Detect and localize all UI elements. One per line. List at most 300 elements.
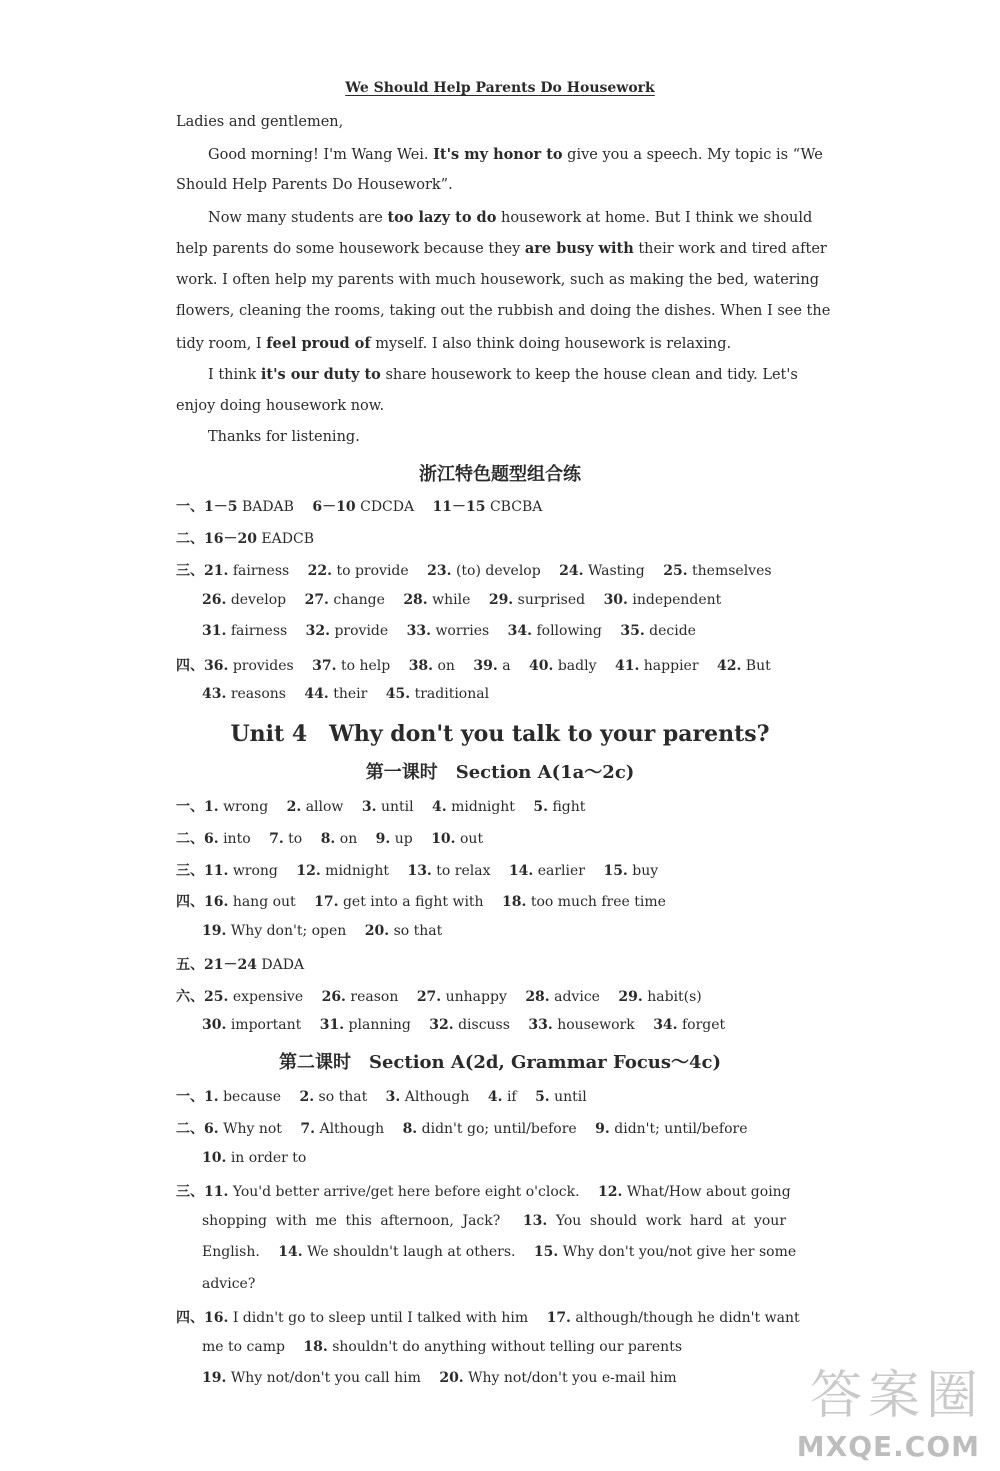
answer-text: allow [305, 799, 344, 815]
answer-row [176, 1118, 796, 1138]
question-number: 25. [663, 563, 688, 579]
answer-item [618, 989, 701, 1005]
answer-row [176, 860, 796, 880]
answer-text: I didn't go to sleep until I talked with him [232, 1310, 529, 1326]
answer-row [202, 1150, 822, 1166]
question-number: 32. [429, 1017, 454, 1033]
question-number: 27. [304, 592, 329, 608]
answer-text: buy [632, 863, 659, 879]
question-number: 2. [299, 1089, 315, 1105]
part-marker: 三、 [176, 1184, 204, 1200]
answer-text: worries [435, 623, 490, 639]
part-marker: 三、 [176, 563, 204, 579]
answer-row [176, 891, 796, 911]
answer-text: reasons [230, 686, 286, 702]
answer-item [204, 989, 303, 1005]
essay-line [176, 240, 827, 257]
answer-text: midnight [451, 799, 515, 815]
answer-text: EADCB [261, 531, 314, 547]
essay-line [208, 429, 776, 445]
answer-text: (to) develop [455, 563, 541, 579]
answer-item [320, 1017, 411, 1033]
answer-text: to provide [336, 563, 409, 579]
question-number: 26. [202, 592, 227, 608]
question-number: 13. [522, 1213, 548, 1229]
essay-text: I think [208, 367, 261, 383]
answer-text: until [554, 1089, 587, 1105]
answer-item [269, 831, 302, 847]
answer-item [312, 499, 414, 515]
question-number: 6. [204, 831, 219, 847]
answer-row [176, 986, 796, 1006]
watermark-logo: 答案圈 [809, 1366, 984, 1426]
answer-text: to help [340, 658, 391, 674]
question-number: 33. [406, 623, 431, 639]
answer-text: shopping with me this afternoon, Jack? [202, 1213, 501, 1229]
answer-item [296, 863, 389, 879]
unit-title: Unit 4 Why don't you talk to your parents? [230, 721, 770, 747]
answer-item [502, 894, 666, 910]
answer-item [473, 658, 510, 674]
essay-text: tidy room, I [176, 336, 267, 352]
answer-item [287, 799, 344, 815]
question-number: 6－10 [312, 499, 356, 515]
watermark [750, 1353, 990, 1463]
answer-text: on [437, 658, 455, 674]
answer-item [489, 592, 585, 608]
question-number: 3. [361, 799, 377, 815]
answer-item [308, 563, 409, 579]
answer-item [204, 831, 251, 847]
watermark-site: MXQE.COM [796, 1430, 980, 1463]
question-number: 31. [202, 623, 227, 639]
answer-item [204, 1310, 528, 1326]
question-number: 8. [402, 1121, 418, 1137]
answer-row [202, 623, 822, 639]
question-number: 12. [598, 1184, 623, 1200]
essay-title: We Should Help Parents Do Housework [345, 80, 655, 96]
answer-item [547, 1310, 800, 1326]
answer-text: shouldn't do anything without telling our parents [332, 1339, 683, 1355]
question-number: 28. [525, 989, 550, 1005]
essay-line [208, 146, 823, 163]
answer-text: didn't go; until/before [421, 1121, 577, 1137]
answer-text: although/though he didn't want [575, 1310, 800, 1326]
question-number: 30. [202, 1017, 227, 1033]
answer-item [603, 863, 658, 879]
answer-text: provide [334, 623, 389, 639]
answer-row [202, 1339, 822, 1355]
question-number: 9. [375, 831, 391, 847]
answer-row [202, 686, 822, 702]
section-title: 浙江特色题型组合练 [419, 464, 581, 485]
answer-text: unhappy [445, 989, 507, 1005]
essay-line [176, 335, 776, 352]
essay-text: housework at home. But I think we should [496, 210, 813, 226]
answer-item [376, 831, 413, 847]
answer-text: up [394, 831, 413, 847]
answer-item [595, 1121, 747, 1137]
part-marker: 四、 [176, 894, 204, 910]
question-number: 26. [321, 989, 346, 1005]
part-marker: 一、 [176, 499, 204, 515]
answer-row [202, 1244, 800, 1260]
answer-text: develop [230, 592, 287, 608]
key-phrase: it's our duty to [260, 366, 381, 383]
question-number: 7. [269, 831, 284, 847]
question-number: 11. [204, 863, 229, 879]
answer-item [314, 894, 483, 910]
answer-item [365, 923, 443, 939]
answer-text: to relax [436, 863, 491, 879]
essay-text: enjoy doing housework now. [176, 398, 385, 414]
answer-text: because [223, 1089, 281, 1105]
answer-item [386, 686, 489, 702]
question-number: 17. [314, 894, 339, 910]
question-number: 17. [546, 1310, 571, 1326]
question-number: 19. [202, 1370, 227, 1386]
answer-text: to [288, 831, 303, 847]
answer-item [304, 686, 367, 702]
question-number: 5. [533, 799, 549, 815]
question-number: 20. [364, 923, 390, 939]
question-number: 24. [559, 563, 584, 579]
answer-text: We shouldn't laugh at others. [307, 1244, 516, 1260]
answer-item [534, 1244, 796, 1260]
answer-item [202, 1017, 301, 1033]
essay-text: Thanks for listening. [208, 429, 360, 445]
answer-text: advice? [202, 1276, 256, 1292]
question-number: 27. [416, 989, 442, 1005]
question-number: 28. [403, 592, 428, 608]
question-number: 14. [508, 863, 534, 879]
part-marker: 一、 [176, 799, 204, 815]
answer-row [176, 655, 796, 675]
part-marker: 五、 [176, 957, 204, 973]
key-phrase: feel proud of [266, 335, 371, 352]
question-number: 42. [716, 658, 742, 674]
answer-text: Although [319, 1121, 385, 1137]
answer-text: into [223, 831, 251, 847]
answer-item [202, 686, 286, 702]
answer-item [559, 563, 645, 579]
question-number: 30. [603, 592, 628, 608]
answer-item [523, 1213, 786, 1229]
answer-text: habit(s) [647, 989, 702, 1005]
answer-item [598, 1184, 791, 1200]
answer-item [386, 1089, 470, 1105]
question-number: 33. [528, 1017, 553, 1033]
question-number: 31. [319, 1017, 345, 1033]
essay-text: give you a speech. My topic is “We [562, 147, 823, 163]
answer-item [321, 831, 358, 847]
answer-text: Why don't you/not give her some [562, 1244, 797, 1260]
question-number: 40. [529, 658, 554, 674]
answer-text: hang out [232, 894, 296, 910]
answer-text: Wasting [587, 563, 645, 579]
answer-row [202, 1276, 822, 1292]
answer-item [202, 1213, 500, 1229]
question-number: 1. [204, 1089, 219, 1105]
answer-item [663, 563, 771, 579]
answer-item [620, 623, 696, 639]
answer-text: independent [632, 592, 722, 608]
question-number: 16. [204, 894, 229, 910]
answer-text: Why not/don't you e-mail him [468, 1370, 677, 1386]
answer-item [204, 658, 294, 674]
question-number: 18. [502, 894, 527, 910]
essay-text: Now many students are [208, 210, 388, 226]
answer-row [176, 1086, 796, 1106]
answer-item [528, 1017, 634, 1033]
question-number: 7. [300, 1121, 315, 1137]
answer-item [427, 563, 541, 579]
part-marker: 二、 [176, 531, 204, 547]
answer-text: You'd better arrive/get here before eight o'clock. [232, 1184, 580, 1200]
question-number: 23. [427, 563, 452, 579]
answer-text: planning [348, 1017, 411, 1033]
answer-item [604, 592, 722, 608]
question-number: 3. [385, 1089, 401, 1105]
answer-item [204, 531, 314, 547]
answer-text: advice [554, 989, 600, 1005]
essay-text: work. I often help my parents with much housework, such as making the bed, watering [176, 272, 819, 288]
essay-text: Should Help Parents Do Housework”. [176, 177, 453, 193]
question-number: 6. [204, 1121, 219, 1137]
answer-item [202, 923, 346, 939]
answer-text: their [333, 686, 368, 702]
answer-text: earlier [537, 863, 585, 879]
answer-text: so that [318, 1089, 368, 1105]
essay-line [176, 272, 819, 288]
answer-row [176, 954, 796, 974]
question-number: 36. [204, 658, 229, 674]
question-number: 12. [296, 863, 321, 879]
answer-text: provides [232, 658, 294, 674]
answer-row [202, 923, 822, 939]
answer-row [176, 828, 796, 848]
answer-item [204, 499, 294, 515]
answer-item [431, 831, 483, 847]
answer-text: wrong [223, 799, 269, 815]
answer-item [322, 989, 399, 1005]
question-number: 15. [533, 1244, 559, 1260]
key-phrase: too lazy to do [387, 209, 497, 226]
answer-item [278, 1244, 515, 1260]
question-number: 32. [305, 623, 330, 639]
answer-item [202, 1276, 255, 1292]
question-number: 21. [204, 563, 229, 579]
answer-text: Why not/don't you call him [230, 1370, 421, 1386]
question-number: 44. [304, 686, 329, 702]
answer-row [176, 528, 796, 548]
question-number: 2. [286, 799, 302, 815]
question-number: 45. [385, 686, 411, 702]
answer-item [429, 1017, 510, 1033]
answer-row [202, 1213, 800, 1229]
answer-item [535, 1089, 587, 1105]
answer-item [202, 592, 286, 608]
answer-text: discuss [458, 1017, 510, 1033]
question-number: 41. [614, 658, 640, 674]
answer-item [202, 1244, 260, 1260]
answer-text: DADA [261, 957, 305, 973]
question-number: 4. [432, 799, 447, 815]
answer-text: on [339, 831, 358, 847]
answer-text: if [506, 1089, 517, 1105]
question-number: 15. [603, 863, 628, 879]
answer-row [202, 1017, 822, 1033]
answer-text: surprised [517, 592, 586, 608]
answer-row [176, 796, 796, 816]
answer-item [204, 1089, 281, 1105]
answer-item [202, 623, 287, 639]
answer-item [533, 799, 585, 815]
answer-row [176, 1307, 800, 1327]
essay-line [208, 366, 798, 383]
answer-item [204, 894, 296, 910]
question-number: 10. [431, 831, 456, 847]
answer-item [508, 623, 602, 639]
key-phrase: are busy with [524, 240, 634, 257]
question-number: 39. [473, 658, 498, 674]
answer-text: fight [552, 799, 586, 815]
answer-item [432, 799, 515, 815]
answer-text: change [333, 592, 385, 608]
question-number: 10. [202, 1150, 227, 1166]
answer-row [202, 1370, 822, 1386]
answer-text: housework [557, 1017, 635, 1033]
key-phrase: It's my honor to [433, 146, 563, 163]
answer-text: me to camp [202, 1339, 285, 1355]
essay-line [208, 209, 813, 226]
question-number: 35. [620, 623, 645, 639]
essay-text: their work and tired after [633, 241, 827, 257]
part-marker: 四、 [176, 1310, 204, 1326]
answer-text: happier [643, 658, 699, 674]
answer-text: But [745, 658, 771, 674]
lesson2-title: 第二课时 Section A(2d, Grammar Focus～4c) [278, 1052, 722, 1073]
answer-text: You should work hard at your [555, 1213, 787, 1229]
question-number: 16. [204, 1310, 229, 1326]
part-marker: 六、 [176, 989, 204, 1005]
answer-text: BADAB [241, 499, 294, 515]
answer-text: CBCBA [489, 499, 543, 515]
answer-item [407, 623, 490, 639]
answer-text: decide [649, 623, 696, 639]
answer-row [176, 1181, 791, 1201]
answer-text: fairness [232, 563, 290, 579]
answer-item [204, 1184, 580, 1200]
answer-item [509, 863, 585, 879]
answer-item [407, 863, 490, 879]
essay-text: flowers, cleaning the rooms, taking out the rubbish and doing the dishes. When I see the [176, 303, 831, 319]
question-number: 29. [618, 989, 643, 1005]
question-number: 21－24 [204, 957, 257, 973]
answer-text: a [502, 658, 511, 674]
answer-item [717, 658, 771, 674]
answer-text: Why don't; open [230, 923, 347, 939]
answer-item [403, 592, 470, 608]
question-number: 11－15 [432, 499, 486, 515]
answer-item [439, 1370, 676, 1386]
answer-text: forget [682, 1017, 726, 1033]
answer-item [204, 957, 304, 973]
question-number: 18. [303, 1339, 328, 1355]
part-marker: 一、 [176, 1089, 204, 1105]
lesson1-title: 第一课时 Section A(1a～2c) [365, 762, 635, 783]
answer-text: didn't; until/before [614, 1121, 748, 1137]
question-number: 14. [278, 1244, 303, 1260]
question-number: 22. [307, 563, 332, 579]
question-number: 34. [653, 1017, 678, 1033]
answer-text: Why not [223, 1121, 282, 1137]
question-number: 1－5 [204, 499, 238, 515]
answer-text: expensive [232, 989, 304, 1005]
answer-item [488, 1089, 517, 1105]
answer-item [202, 1339, 285, 1355]
question-number: 34. [507, 623, 532, 639]
essay-text: myself. I also think doing housework is relaxing. [370, 336, 732, 352]
answer-text: get into a fight with [342, 894, 484, 910]
part-marker: 四、 [176, 658, 204, 674]
answer-item [653, 1017, 725, 1033]
answer-item [417, 989, 507, 1005]
answer-item [529, 658, 596, 674]
essay-text: help parents do some housework because they [176, 241, 525, 257]
answer-item [403, 1121, 577, 1137]
answer-item [305, 592, 385, 608]
question-number: 13. [407, 863, 432, 879]
question-number: 1. [204, 799, 219, 815]
answer-text: so that [393, 923, 443, 939]
answer-item [299, 1089, 367, 1105]
answer-row [176, 496, 796, 516]
answer-text: midnight [325, 863, 389, 879]
answer-item [204, 1121, 282, 1137]
answer-item [312, 658, 390, 674]
essay-line [176, 398, 776, 414]
answer-item [202, 1370, 421, 1386]
essay-text: share housework to keep the house clean and tidy. Let's [380, 367, 798, 383]
answer-text: following [536, 623, 602, 639]
question-number: 5. [535, 1089, 550, 1105]
answer-text: too much free time [530, 894, 666, 910]
question-number: 9. [595, 1121, 610, 1137]
question-number: 19. [202, 923, 227, 939]
question-number: 43. [202, 686, 227, 702]
question-number: 20. [439, 1370, 464, 1386]
answer-text: fairness [230, 623, 288, 639]
answer-text: themselves [692, 563, 772, 579]
question-number: 16－20 [204, 531, 257, 547]
answer-item [300, 1121, 384, 1137]
answer-text: What/How about going [626, 1184, 791, 1200]
question-number: 11. [204, 1184, 229, 1200]
answer-text: English. [202, 1244, 260, 1260]
question-number: 25. [204, 989, 229, 1005]
question-number: 38. [408, 658, 434, 674]
answer-text: badly [557, 658, 597, 674]
part-marker: 二、 [176, 831, 204, 847]
question-number: 4. [487, 1089, 503, 1105]
answer-item [362, 799, 414, 815]
part-marker: 三、 [176, 863, 204, 879]
answer-item [433, 499, 543, 515]
answer-text: wrong [232, 863, 278, 879]
answer-item [204, 799, 268, 815]
question-number: 29. [488, 592, 514, 608]
